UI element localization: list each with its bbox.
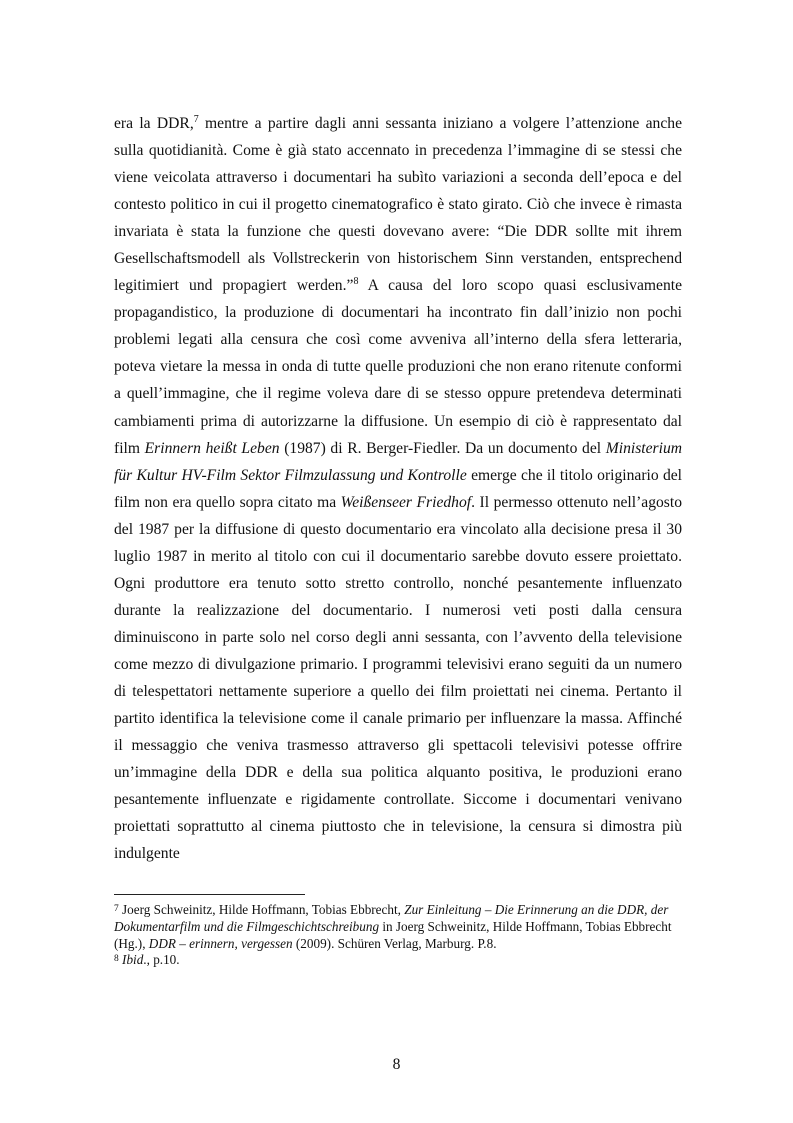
footnote-ref-8[interactable]: 8	[353, 276, 359, 288]
footnote-7-text-c: (2009). Schüren Verlag, Marburg. P.8.	[292, 935, 497, 951]
footnotes	[114, 902, 682, 969]
film-title-weissenseer: Weißenseer Friedhof	[340, 493, 472, 511]
footnote-8-ibid: Ibid	[122, 952, 144, 968]
footnote-8-number: 8	[114, 954, 119, 965]
body-text-5: emerge che il titolo originario del film non era quello sopra citato ma	[114, 466, 682, 511]
footnote-7-text-a: Joerg Schweinitz, Hilde Hoffmann, Tobias Ebbrecht,	[118, 902, 405, 917]
footnote-7-number: 7	[114, 904, 119, 914]
body-text-4: (1987) di R. Berger-Fiedler. Da un documento del	[279, 439, 606, 457]
film-title-erinnern: Erinnern heißt Leben	[144, 439, 280, 457]
page-number: 8	[392, 1056, 401, 1073]
footnote-ref-7[interactable]: 7	[193, 114, 199, 125]
footnote-separator	[114, 894, 305, 895]
footnote-8	[114, 952, 682, 969]
page-content	[114, 110, 682, 867]
body-paragraph	[114, 110, 682, 867]
footnote-7-title-2: DDR – erinnern, vergessen	[148, 935, 293, 951]
footnote-7-title-1: Zur Einleitung – Die Erinnerung an die DDR, der Dokumentarfilm und die Filmgeschichtschreibung	[114, 902, 669, 934]
body-text-6: . Il permesso ottenuto nell’agosto del 1987 per la diffusione di questo documentario era vincolato alla decisione presa il 30 luglio 1987 in merito al titolo con cui il documentario sarebbe dovuto essere proiettato. Ogni produttore era tenuto sotto stretto controllo, nonché pesantemente influenzato durante la realizzazione del documentario. I numerosi veti posti dalla censura diminuiscono in parte solo nel corso degli anni sessanta, con l’avvento della televisione come mezzo di divulgazione primario. I programmi televisivi erano seguiti da un numero di telespettatori nettamente superiore a quello dei film proiettati nei cinema. Pertanto il partito identifica la televisione come il canale primario per influenzare la massa. Affinché il messaggio che veniva trasmesso attraverso gli spettacoli televisivi potesse offrire un’immagine della DDR e della sua politica alquanto positiva, le produzioni erano pesantemente influenzate e rigidamente controllate. Siccome i documentari venivano proiettati soprattutto al cinema piuttosto che in televisione, la censura si dimostra più indulgente	[114, 493, 682, 863]
ministry-name: Ministerium für Kultur HV-Film Sektor Filmzulassung und Kontrolle	[114, 439, 682, 484]
body-text-1: era la DDR,	[114, 115, 194, 132]
footnote-7	[114, 902, 682, 952]
footnote-8-text: ., p.10.	[143, 952, 180, 968]
body-text-3: A causa del loro scopo quasi esclusivamente propagandistico, la produzione di documentari ha incontrato fin dall’inizio non pochi problemi legati alla censura che così come avveniva all’interno della sfera letteraria, poteva vietare la messa in onda di tutte quelle produzioni che non erano ritenute conformi a quell’immagine, che il regime voleva dare di se stesso oppure pretendeva determinati cambiamenti prima di autorizzarne la diffusione. Un esempio di ciò è rappresentato dal film	[114, 277, 682, 457]
body-text-2: mentre a partire dagli anni sessanta iniziano a volgere l’attenzione anche sulla quotidianità. Come è già stato accennato in precedenza l’immagine di se stessi che viene veicolata attraverso i documentari ha subìto variazioni a seconda dell’epoca e del contesto politico in cui il progetto cinematografico è stato girato. Ciò che invece è rimasta invariata è stata la funzione che questi dovevano avere: “Die DDR sollte mit ihrem Gesellschaftsmodell als Vollstreckerin von historischem Sinn verstanden, entsprechend legitimiert und propagiert werden.”	[114, 115, 682, 295]
footnote-7-text-b: in Joerg Schweinitz, Hilde Hoffmann, Tobias Ebbrecht (Hg.),	[114, 918, 672, 951]
